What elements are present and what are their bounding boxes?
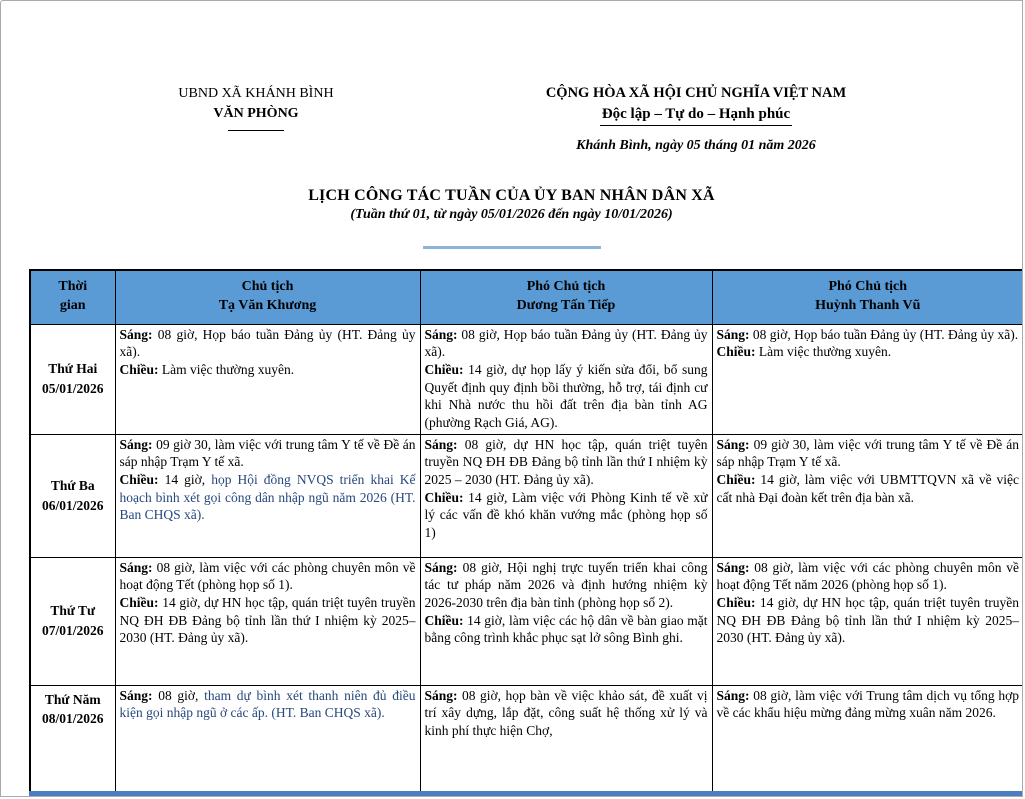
col-header-vice2-name: Huỳnh Thanh Vũ — [815, 298, 921, 314]
activity-text: Chiều: 14 giờ, làm việc các hộ dân về bàn giao mặt bằng công trình khắc phục sạt lở sông Bình ghi. — [424, 612, 708, 646]
schedule-cell — [420, 557, 712, 685]
activity-text: Sáng: 08 giờ, Hội nghị trực tuyến triển khai công tác tư pháp năm 2026 và định hướng nhiệm kỳ 2026-2030 trên địa bàn tỉnh (phòng họp số 2). — [424, 559, 708, 610]
schedule-cell — [420, 434, 712, 557]
activity-text: Sáng: 09 giờ 30, làm việc với trung tâm Y tế về Đề án sáp nhập Trạm Y tế xã. — [119, 436, 416, 470]
activity-text: Sáng: 08 giờ, Họp báo tuần Đảng ủy (HT. Đảng ủy xã). — [716, 326, 1019, 342]
document-dateline: Khánh Bình, ngày 05 tháng 01 năm 2026 — [576, 138, 816, 154]
activity-text: Sáng: 08 giờ, làm việc với Trung tâm dịch vụ tổng hợp về các khẩu hiệu mừng đảng mừng xuân năm 2026. — [716, 687, 1019, 721]
col-header-vice2-title: Phó Chủ tịch — [828, 279, 908, 295]
table-row — [30, 557, 1023, 685]
national-motto-line2: Độc lập – Tự do – Hạnh phúc — [600, 105, 792, 127]
activity-text: Chiều: 14 giờ, dự HN học tập, quán triệt tuyên truyền NQ ĐH ĐB Đảng bộ tỉnh lần thứ I nhiệm kỳ 2025–2030 (HT. Đảng ủy xã). — [119, 594, 416, 646]
activity-text: Chiều: 14 giờ, dự họp lấy ý kiến sửa đổi, bổ sung Quyết định quy định bồi thường, hỗ trợ, tái định cư khi Nhà nước thu hồi đất trên địa bàn tỉnh AG (phường Rạch Giá, AG). — [424, 361, 708, 430]
day-label: Thứ Hai — [48, 361, 98, 377]
schedule-cell — [115, 557, 420, 685]
table-row — [30, 324, 1023, 434]
activity-text: Chiều: 14 giờ, dự HN học tập, quán triệt tuyên truyền NQ ĐH ĐB Đảng bộ tỉnh lần thứ I nhiệm kỳ 2025–2030 (HT. Đảng ủy xã). — [716, 594, 1019, 646]
activity-text: Sáng: 08 giờ, làm việc với các phòng chuyên môn về hoạt động Tết (phòng họp số 1). — [119, 559, 416, 593]
activity-text: Sáng: 08 giờ, Họp báo tuần Đảng ủy (HT. Đảng ủy xã). — [119, 326, 416, 360]
day-cell — [30, 557, 115, 685]
schedule-cell — [420, 324, 712, 434]
schedule-cell — [115, 685, 420, 792]
day-date: 08/01/2026 — [41, 711, 104, 727]
schedule-cell — [712, 557, 1023, 685]
col-header-chairman — [115, 270, 420, 324]
schedule-cell — [712, 324, 1023, 434]
document-title: LỊCH CÔNG TÁC TUẦN CỦA ỦY BAN NHÂN DÂN XÃ — [308, 187, 715, 204]
next-row-cutoff-strip — [29, 791, 1023, 797]
activity-text: Sáng: 08 giờ, tham dự bình xét thanh niên đủ điều kiện gọi nhập ngũ ở các ấp. (HT. Ban CHQS xã). — [119, 687, 416, 721]
document-subtitle: (Tuần thứ 01, từ ngày 05/01/2026 đến ngày 10/01/2026) — [350, 207, 673, 222]
activity-text: Chiều: Làm việc thường xuyên. — [716, 344, 892, 360]
col-header-chairman-title: Chủ tịch — [241, 279, 294, 295]
schedule-cell — [115, 324, 420, 434]
office-parent-name: UBND XÃ KHÁNH BÌNH — [178, 86, 334, 101]
day-cell — [30, 685, 115, 792]
col-header-time-line2: gian — [59, 298, 86, 314]
day-cell — [30, 324, 115, 434]
title-block — [1, 187, 1022, 223]
schedule-table-header — [30, 270, 1023, 324]
col-header-vice1-name: Dương Tấn Tiếp — [516, 298, 616, 314]
activity-text: Sáng: 08 giờ, dự HN học tập, quán triệt tuyên truyền NQ ĐH ĐB Đảng bộ tỉnh lần thứ I nhiệm kỳ 2025 – 2030 (HT. Đảng ủy xã). — [424, 436, 708, 487]
day-date: 05/01/2026 — [41, 381, 104, 397]
day-date: 06/01/2026 — [41, 497, 104, 513]
table-row — [30, 434, 1023, 557]
day-label: Thứ Tư — [50, 603, 96, 619]
schedule-table — [29, 269, 1023, 793]
col-header-vice1-title: Phó Chủ tịch — [526, 279, 606, 295]
activity-text: Sáng: 08 giờ, làm việc với các phòng chuyên môn về hoạt động Tết năm 2026 (phòng họp số 1). — [716, 559, 1019, 593]
activity-text: Chiều: 14 giờ, Làm việc với Phòng Kinh tế về xử lý các vấn đề khó khăn vướng mắc (phòng họp số 1) — [424, 489, 708, 540]
col-header-time — [30, 270, 115, 324]
activity-text: Sáng: 08 giờ, Họp báo tuần Đảng ủy (HT. Đảng ủy xã). — [424, 326, 708, 360]
national-header-block — [451, 84, 941, 156]
col-header-vice-chairman-2 — [712, 270, 1023, 324]
issuing-office-block — [61, 85, 451, 131]
day-label: Thứ Năm — [44, 691, 101, 707]
day-date: 07/01/2026 — [41, 623, 104, 639]
activity-text: Chiều: 14 giờ, làm việc với UBMTTQVN xã về việc cất nhà Đại đoàn kết trên địa bàn xã. — [716, 471, 1019, 505]
schedule-cell — [420, 685, 712, 792]
schedule-cell — [712, 685, 1023, 792]
activity-text: Chiều: 14 giờ, họp Hội đồng NVQS triển khai Kế hoạch bình xét gọi công dân nhập ngũ năm 2026 (HT. Ban CHQS xã). — [119, 471, 416, 523]
schedule-cell — [712, 434, 1023, 557]
day-cell — [30, 434, 115, 557]
office-name: VĂN PHÒNG — [213, 106, 299, 122]
header-row — [30, 270, 1023, 324]
col-header-chairman-name: Tạ Văn Khương — [218, 298, 317, 314]
title-accent-rule — [423, 246, 601, 249]
schedule-cell — [115, 434, 420, 557]
activity-text: Sáng: 09 giờ 30, làm việc với trung tâm Y tế về Đề án sáp nhập Trạm Y tế xã. — [716, 436, 1019, 470]
activity-text: Chiều: Làm việc thường xuyên. — [119, 361, 295, 377]
schedule-table-body — [30, 324, 1023, 792]
col-header-vice-chairman-1 — [420, 270, 712, 324]
col-header-time-line1: Thời — [58, 279, 88, 295]
day-label: Thứ Ba — [50, 477, 95, 493]
office-divider-rule — [228, 130, 284, 131]
national-motto-line1: CỘNG HÒA XÃ HỘI CHỦ NGHĨA VIỆT NAM — [545, 85, 847, 101]
activity-text: Sáng: 08 giờ, họp bàn về việc khảo sát, đề xuất vị trí xây dựng, lắp đặt, công suất hệ thống xử lý và kinh phí thực hiện Chợ, — [424, 687, 708, 738]
table-row — [30, 685, 1023, 792]
